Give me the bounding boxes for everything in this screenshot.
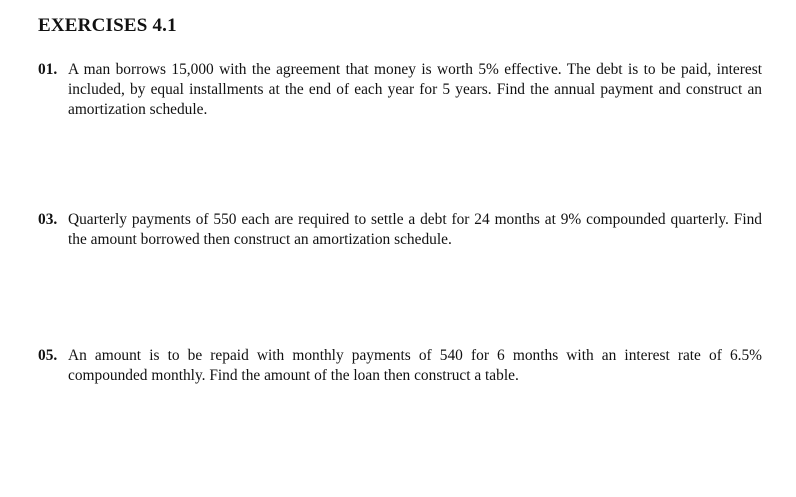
exercise-number: 01. (38, 61, 58, 78)
exercise-text: An amount is to be repaid with monthly payments of 540 for 6 months with an interest rate of 6.5% compounded monthly. Find the amount of the loan then construct a table. (68, 347, 762, 384)
exercise-text: A man borrows 15,000 with the agreement that money is worth 5% effective. The debt is to be paid, interest included, by equal installments at the end of each year for 5 years. Find the annual payment and construct an amortization schedule. (68, 61, 762, 118)
exercise-item (38, 346, 762, 386)
exercise-item (38, 210, 762, 250)
exercise-number: 03. (38, 211, 58, 228)
exercise-text: Quarterly payments of 550 each are required to settle a debt for 24 months at 9% compounded quarterly. Find the amount borrowed then construct an amortization schedule. (68, 211, 762, 248)
page-title: EXERCISES 4.1 (38, 15, 177, 36)
exercise-number: 05. (38, 347, 58, 364)
exercise-item (38, 60, 762, 120)
